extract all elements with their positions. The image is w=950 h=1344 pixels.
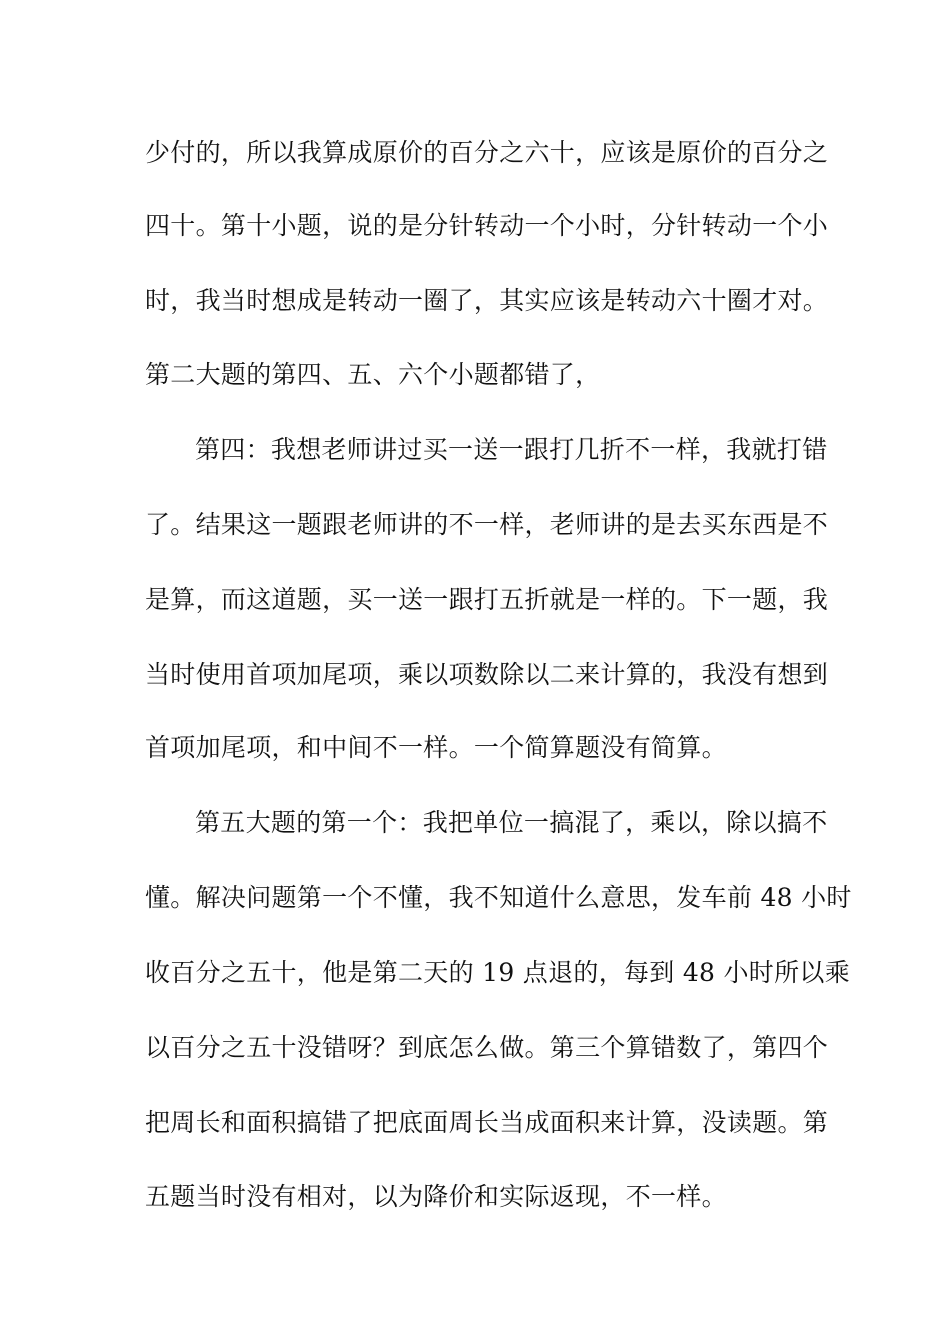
text-line-8: 当时使用首项加尾项，乘以项数除以二来计算的，我没有想到 — [145, 660, 829, 689]
text-line-10: 第五大题的第一个：我把单位一搞混了，乘以，除以搞不 — [195, 808, 828, 837]
text-line-5: 第四：我想老师讲过买一送一跟打几折不一样，我就打错 — [195, 435, 828, 464]
text-line-3: 时，我当时想成是转动一圈了，其实应该是转动六十圈才对。 — [145, 286, 829, 315]
text-line-14: 把周长和面积搞错了把底面周长当成面积来计算，没读题。第 — [145, 1108, 829, 1137]
text-line-2: 四十。第十小题，说的是分针转动一个小时，分针转动一个小 — [145, 211, 829, 240]
text-line-12: 收百分之五十，他是第二天的 19 点退的，每到 48 小时所以乘 — [145, 958, 851, 987]
text-line-11: 懂。解决问题第一个不懂，我不知道什么意思，发车前 48 小时 — [145, 883, 852, 912]
text-line-1: 少付的，所以我算成原价的百分之六十，应该是原价的百分之 — [145, 138, 829, 167]
text-line-7: 是算，而这道题，买一送一跟打五折就是一样的。下一题，我 — [145, 585, 829, 614]
text-line-9: 首项加尾项，和中间不一样。一个简算题没有简算。 — [145, 733, 727, 762]
text-line-13: 以百分之五十没错呀？到底怎么做。第三个算错数了，第四个 — [145, 1033, 829, 1062]
text-line-15: 五题当时没有相对，以为降价和实际返现，不一样。 — [145, 1182, 727, 1211]
text-line-6: 了。结果这一题跟老师讲的不一样，老师讲的是去买东西是不 — [145, 510, 829, 539]
text-line-4: 第二大题的第四、五、六个小题都错了， — [145, 360, 601, 389]
